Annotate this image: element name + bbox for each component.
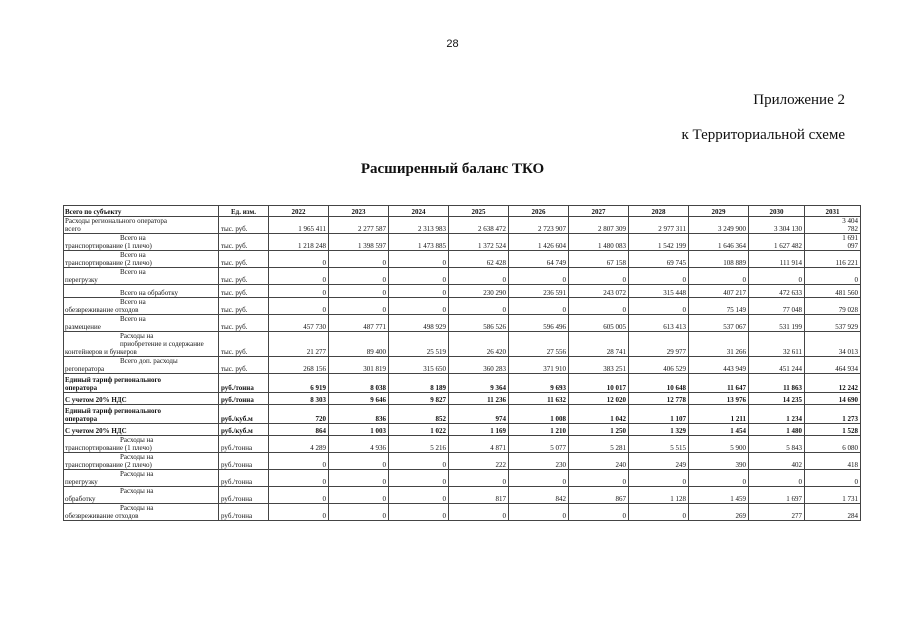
value-cell: 1 329	[629, 424, 689, 436]
value-cell: 315 448	[629, 285, 689, 298]
value-cell: 10 017	[569, 374, 629, 393]
value-cell: 12 020	[569, 393, 629, 405]
value-cell: 974	[449, 405, 509, 424]
value-cell: 472 633	[749, 285, 805, 298]
row-label-line: перегрузку	[65, 276, 98, 284]
value-cell: 25 519	[389, 332, 449, 357]
row-label-line: Расходы на	[120, 504, 154, 512]
row-label	[64, 436, 219, 453]
row-label-line: Единый тариф регионального	[65, 376, 162, 384]
row-label-line: Расходы на	[120, 470, 154, 478]
value-cell: 0	[269, 470, 329, 487]
value-cell: 537 929	[805, 315, 861, 332]
value-cell: 243 072	[569, 285, 629, 298]
row-label-line: Всего доп. расходы	[120, 357, 178, 365]
value-cell: 62 428	[449, 251, 509, 268]
header-cell: 2023	[329, 206, 389, 217]
value-cell: 315 650	[389, 357, 449, 374]
value-cell: 1 731	[805, 487, 861, 504]
value-cell: 0	[805, 268, 861, 285]
value-cell: 0	[329, 268, 389, 285]
value-cell: 5 900	[689, 436, 749, 453]
value-cell: 1 528	[805, 424, 861, 436]
value-cell: 28 741	[569, 332, 629, 357]
value-cell: 1 426 604	[509, 234, 569, 251]
value-cell: 0	[569, 504, 629, 521]
row-label-line: Всего на	[120, 268, 146, 276]
value-cell: 5 216	[389, 436, 449, 453]
row-label-line: транспортирование (2 плечо)	[65, 259, 152, 267]
value-cell: 0	[329, 470, 389, 487]
row-label	[64, 470, 219, 487]
value-cell: 0	[329, 453, 389, 470]
value-cell: 457 730	[269, 315, 329, 332]
unit-cell: тыс. руб.	[219, 217, 269, 234]
value-cell: 1 965 411	[269, 217, 329, 234]
value-cell: 867	[569, 487, 629, 504]
value-cell: 0	[389, 268, 449, 285]
value-cell: 0	[509, 268, 569, 285]
row-label-line: Единый тариф регионального	[65, 407, 162, 415]
value-cell: 406 529	[629, 357, 689, 374]
row-label-line: регоператора	[65, 365, 105, 373]
value-cell: 64 749	[509, 251, 569, 268]
value-cell: 0	[329, 251, 389, 268]
value-cell: 0	[629, 298, 689, 315]
value-cell: 1 480 083	[569, 234, 629, 251]
row-label-line: обработку	[65, 495, 96, 503]
value-cell: 284	[805, 504, 861, 521]
header-cell: 2022	[269, 206, 329, 217]
value-cell: 11 632	[509, 393, 569, 405]
unit-cell: тыс. руб.	[219, 298, 269, 315]
value-cell: 0	[509, 504, 569, 521]
row-label-line: перегрузку	[65, 478, 98, 486]
value-cell: 852	[389, 405, 449, 424]
unit-cell: тыс. руб.	[219, 285, 269, 298]
row-label-line: обезвреживание отходов	[65, 306, 139, 314]
value-cell: 2 807 309	[569, 217, 629, 234]
row-label-line: Всего на	[120, 234, 146, 242]
header-cell: 2025	[449, 206, 509, 217]
value-cell: 31 266	[689, 332, 749, 357]
value-cell: 0	[269, 298, 329, 315]
value-cell: 0	[449, 268, 509, 285]
table-row	[64, 374, 861, 393]
value-cell: 240	[569, 453, 629, 470]
value-cell: 1 169	[449, 424, 509, 436]
row-label	[64, 268, 219, 285]
row-label	[64, 298, 219, 315]
table-row	[64, 251, 861, 268]
row-label	[64, 504, 219, 521]
value-cell: 0	[329, 487, 389, 504]
value-cell: 1 234	[749, 405, 805, 424]
table-row	[64, 298, 861, 315]
value-cell: 6 080	[805, 436, 861, 453]
value-cell: 1 210	[509, 424, 569, 436]
value-cell: 10 648	[629, 374, 689, 393]
row-label	[64, 374, 219, 393]
value-cell: 864	[269, 424, 329, 436]
value-cell: 11 863	[749, 374, 805, 393]
row-label-line: размещение	[65, 323, 101, 331]
row-label	[64, 234, 219, 251]
value-cell: 0	[389, 504, 449, 521]
value-cell: 32 611	[749, 332, 805, 357]
value-cell: 79 028	[805, 298, 861, 315]
header-cell: 2031	[805, 206, 861, 217]
balance-table	[63, 205, 861, 521]
value-cell: 34 013	[805, 332, 861, 357]
value-cell: 402	[749, 453, 805, 470]
value-cell: 0	[269, 453, 329, 470]
value-cell: 29 977	[629, 332, 689, 357]
value-cell: 383 251	[569, 357, 629, 374]
row-label-line: Всего на	[120, 298, 146, 306]
value-cell: 67 158	[569, 251, 629, 268]
row-label	[64, 285, 219, 298]
value-cell: 4 289	[269, 436, 329, 453]
row-label-line: Расходы на	[120, 332, 154, 340]
row-label-line: Расходы на	[120, 453, 154, 461]
value-cell: 9 693	[509, 374, 569, 393]
value-cell: 0	[449, 504, 509, 521]
row-label	[64, 332, 219, 357]
row-label-line: Расходы на	[120, 436, 154, 444]
document-title: Расширенный баланс ТКО	[360, 161, 545, 177]
appendix-label: Приложение 2	[753, 92, 845, 108]
unit-cell: тыс. руб.	[219, 234, 269, 251]
value-cell: 0	[509, 298, 569, 315]
value-cell: 249	[629, 453, 689, 470]
value-cell: 0	[389, 251, 449, 268]
unit-cell: руб./тонна	[219, 470, 269, 487]
value-cell: 230 290	[449, 285, 509, 298]
value-cell: 6 919	[269, 374, 329, 393]
value-cell: 8 038	[329, 374, 389, 393]
value-cell: 222	[449, 453, 509, 470]
table-row	[64, 234, 861, 251]
value-cell: 236 591	[509, 285, 569, 298]
value-cell: 9 364	[449, 374, 509, 393]
value-cell: 0	[629, 268, 689, 285]
value-cell: 8 189	[389, 374, 449, 393]
row-label-line: оператора	[65, 384, 98, 392]
value-cell: 1 480	[749, 424, 805, 436]
unit-cell: руб./тонна	[219, 374, 269, 393]
value-cell: 586 526	[449, 315, 509, 332]
unit-cell: руб./куб.м	[219, 424, 269, 436]
header-cell: 2026	[509, 206, 569, 217]
unit-cell: руб./тонна	[219, 487, 269, 504]
table-row	[64, 504, 861, 521]
value-cell: 2 277 587	[329, 217, 389, 234]
header-cell: 2028	[629, 206, 689, 217]
table-row	[64, 217, 861, 234]
row-label	[64, 405, 219, 424]
value-cell: 817	[449, 487, 509, 504]
value-cell: 0	[389, 298, 449, 315]
value-cell: 1 218 248	[269, 234, 329, 251]
unit-cell: руб./тонна	[219, 393, 269, 405]
value-cell: 418	[805, 453, 861, 470]
value-cell: 0	[749, 268, 805, 285]
value-cell: 3 249 900	[689, 217, 749, 234]
value-cell: 277	[749, 504, 805, 521]
table-row	[64, 436, 861, 453]
value-cell: 1 128	[629, 487, 689, 504]
value-cell: 0	[689, 268, 749, 285]
value-cell: 443 949	[689, 357, 749, 374]
value-cell: 0	[329, 285, 389, 298]
value-cell: 4 936	[329, 436, 389, 453]
value-cell: 9 646	[329, 393, 389, 405]
value-cell: 537 067	[689, 315, 749, 332]
row-label-line: приобретение и содержание	[120, 340, 204, 348]
value-cell: 451 244	[749, 357, 805, 374]
value-cell: 14 690	[805, 393, 861, 405]
value-cell: 5 077	[509, 436, 569, 453]
row-label-line: Расходы на	[120, 487, 154, 495]
value-cell: 0	[509, 470, 569, 487]
row-label-line: обезвреживание отходов	[65, 512, 139, 520]
value-cell: 1 003	[329, 424, 389, 436]
value-cell: 0	[449, 470, 509, 487]
value-cell: 0	[269, 504, 329, 521]
unit-cell: тыс. руб.	[219, 268, 269, 285]
header-cell: 2027	[569, 206, 629, 217]
row-label-line: С учетом 20% НДС	[65, 427, 127, 435]
value-cell: 0	[389, 285, 449, 298]
value-cell: 4 871	[449, 436, 509, 453]
value-cell: 75 149	[689, 298, 749, 315]
value-cell: 2 977 311	[629, 217, 689, 234]
unit-cell: руб./тонна	[219, 504, 269, 521]
table-row	[64, 285, 861, 298]
row-label	[64, 487, 219, 504]
value-cell: 116 221	[805, 251, 861, 268]
row-label-line: всего	[65, 225, 81, 233]
row-label	[64, 251, 219, 268]
value-cell: 613 413	[629, 315, 689, 332]
value-cell: 1 372 524	[449, 234, 509, 251]
unit-cell: тыс. руб.	[219, 332, 269, 357]
row-label-line: оператора	[65, 415, 98, 423]
row-label	[64, 424, 219, 436]
table-header-row	[64, 206, 861, 217]
row-label-line: транспортирование (1 плечо)	[65, 242, 152, 250]
value-cell: 0	[389, 487, 449, 504]
value-cell: 720	[269, 405, 329, 424]
value-cell: 842	[509, 487, 569, 504]
value-cell: 0	[269, 487, 329, 504]
row-label-line: С учетом 20% НДС	[65, 396, 127, 404]
row-label	[64, 217, 219, 234]
value-cell: 230	[509, 453, 569, 470]
value-cell: 0	[269, 285, 329, 298]
value-cell: 3 304 130	[749, 217, 805, 234]
value-cell: 11 647	[689, 374, 749, 393]
page-number: 28	[446, 38, 459, 50]
table-row	[64, 357, 861, 374]
value-cell: 12 778	[629, 393, 689, 405]
value-cell: 0	[629, 504, 689, 521]
value-cell: 2 313 983	[389, 217, 449, 234]
unit-cell: руб./тонна	[219, 453, 269, 470]
value-cell: 26 420	[449, 332, 509, 357]
value-cell: 464 934	[805, 357, 861, 374]
row-label-line: Всего на	[120, 251, 146, 259]
value-cell: 111 914	[749, 251, 805, 268]
row-label	[64, 315, 219, 332]
value-cell: 0	[569, 470, 629, 487]
value-cell: 0	[569, 298, 629, 315]
scheme-label: к Территориальной схеме	[681, 127, 845, 143]
value-cell: 69 745	[629, 251, 689, 268]
unit-cell: тыс. руб.	[219, 251, 269, 268]
value-cell: 390	[689, 453, 749, 470]
row-label-line: транспортирование (2 плечо)	[65, 461, 152, 469]
value-cell: 11 236	[449, 393, 509, 405]
value-cell: 1 459	[689, 487, 749, 504]
value-cell: 407 217	[689, 285, 749, 298]
value-cell: 269	[689, 504, 749, 521]
value-cell: 0	[805, 470, 861, 487]
row-label-line: транспортирование (1 плечо)	[65, 444, 152, 452]
value-cell: 1 454	[689, 424, 749, 436]
value-cell: 5 843	[749, 436, 805, 453]
value-cell: 1 273	[805, 405, 861, 424]
value-cell: 2 723 907	[509, 217, 569, 234]
value-cell: 1 697	[749, 487, 805, 504]
value-cell: 27 556	[509, 332, 569, 357]
unit-cell: руб./куб.м	[219, 405, 269, 424]
value-cell: 1 008	[509, 405, 569, 424]
value-cell: 89 400	[329, 332, 389, 357]
value-cell: 8 303	[269, 393, 329, 405]
row-label-line: Всего на обработку	[120, 289, 179, 297]
header-cell: 2029	[689, 206, 749, 217]
unit-cell: тыс. руб.	[219, 357, 269, 374]
value-cell: 1 022	[389, 424, 449, 436]
value-cell: 0	[329, 504, 389, 521]
value-cell: 1 398 597	[329, 234, 389, 251]
value-cell: 21 277	[269, 332, 329, 357]
table-body	[64, 217, 861, 521]
table-row	[64, 268, 861, 285]
value-cell: 5 281	[569, 436, 629, 453]
value-cell: 487 771	[329, 315, 389, 332]
value-cell: 0	[569, 268, 629, 285]
value-cell: 77 048	[749, 298, 805, 315]
value-cell: 13 976	[689, 393, 749, 405]
unit-cell: тыс. руб.	[219, 315, 269, 332]
value-cell: 2 638 472	[449, 217, 509, 234]
value-cell: 605 005	[569, 315, 629, 332]
value-cell: 0	[389, 470, 449, 487]
row-label-line: Расходы регионального оператора	[65, 217, 167, 225]
value-cell: 0	[449, 298, 509, 315]
value-cell: 1 691 097	[805, 234, 861, 251]
value-cell: 481 560	[805, 285, 861, 298]
value-cell: 498 929	[389, 315, 449, 332]
value-cell: 9 827	[389, 393, 449, 405]
value-cell: 371 910	[509, 357, 569, 374]
header-cell: 2030	[749, 206, 805, 217]
value-cell: 301 819	[329, 357, 389, 374]
value-cell: 0	[749, 470, 805, 487]
value-cell: 268 156	[269, 357, 329, 374]
value-cell: 0	[269, 251, 329, 268]
value-cell: 0	[389, 453, 449, 470]
value-cell: 12 242	[805, 374, 861, 393]
table-row	[64, 424, 861, 436]
value-cell: 14 235	[749, 393, 805, 405]
table-row	[64, 315, 861, 332]
value-cell: 108 889	[689, 251, 749, 268]
value-cell: 5 515	[629, 436, 689, 453]
value-cell: 1 627 482	[749, 234, 805, 251]
row-label	[64, 393, 219, 405]
row-label-line: Всего на	[120, 315, 146, 323]
value-cell: 0	[689, 470, 749, 487]
row-label	[64, 357, 219, 374]
table-row	[64, 405, 861, 424]
value-cell: 531 199	[749, 315, 805, 332]
header-cell: 2024	[389, 206, 449, 217]
header-cell: Всего по субъекту	[64, 206, 219, 217]
value-cell: 1 107	[629, 405, 689, 424]
unit-cell: руб./тонна	[219, 436, 269, 453]
table-row	[64, 470, 861, 487]
table-row	[64, 332, 861, 357]
value-cell: 836	[329, 405, 389, 424]
value-cell: 1 542 199	[629, 234, 689, 251]
value-cell: 1 473 885	[389, 234, 449, 251]
value-cell: 0	[629, 470, 689, 487]
value-cell: 360 283	[449, 357, 509, 374]
table-row	[64, 487, 861, 504]
value-cell: 1 646 364	[689, 234, 749, 251]
value-cell: 1 211	[689, 405, 749, 424]
header-cell: Ед. изм.	[219, 206, 269, 217]
table-row	[64, 453, 861, 470]
table-row	[64, 393, 861, 405]
value-cell: 1 250	[569, 424, 629, 436]
row-label-line: контейнеров и бункеров	[65, 348, 137, 356]
value-cell: 3 404 782	[805, 217, 861, 234]
value-cell: 596 496	[509, 315, 569, 332]
row-label	[64, 453, 219, 470]
value-cell: 0	[269, 268, 329, 285]
value-cell: 1 042	[569, 405, 629, 424]
value-cell: 0	[329, 298, 389, 315]
